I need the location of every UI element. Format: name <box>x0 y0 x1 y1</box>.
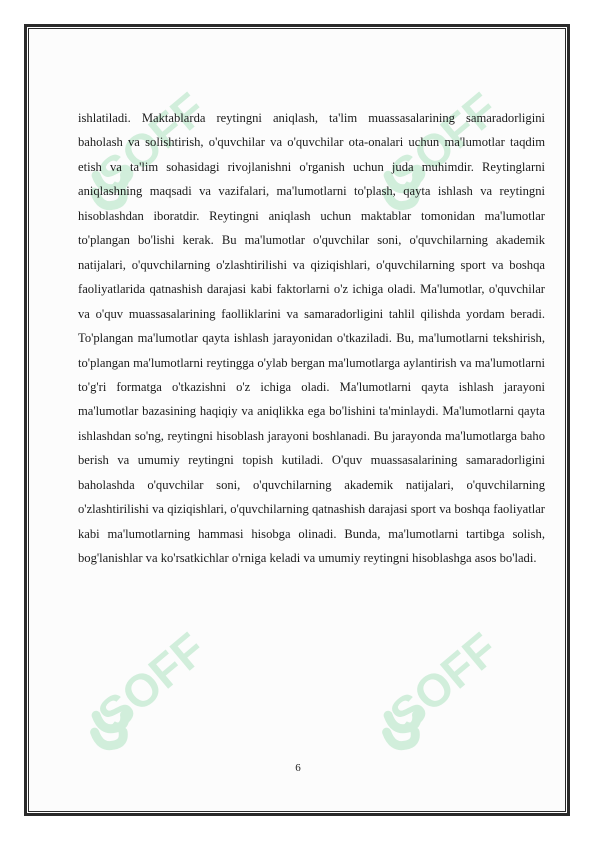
soff-watermark-icon <box>350 600 530 780</box>
svg-text:SOFF: SOFF <box>87 82 216 202</box>
svg-text:SOFF: SOFF <box>379 82 508 202</box>
body-paragraph: ishlatiladi. Maktablarda reytingni aniqlash, ta'lim muassasalarining samaradorligini baholash va solishtirish, o'quvchilar va o'quvchilar ota-onalari uchun ma'lumotlar taqdim etish va ta'lim sohasidagi rivojlanishni o'rganish uchun juda muhimdir. Reytinglarni aniqlashning maqsadi va vazifalari, ma'lumotlarni to'plash, qayta ishlash va reytingni hisoblashdan iboratdir. Reytingni aniqlash uchun maktablar tomonidan ma'lumotlar to'plangan bo'lishi kerak. Bu ma'lumotlar o'quvchilar soni, o'quvchilarning akademik natijalari, o'quvchilarning o'zlashtirilishi va qiziqishlari, o'quvchilarning sport va boshqa faoliyatlarida qatnashish darajasi kabi faktorlarni o'z ichiga oladi. Ma'lumotlar, o'quvchilar va o'quv muassasalarining faolliklarini va samaradorligini tahlil qilishda yordam beradi. To'plangan ma'lumotlar qayta ishlash jarayonidan o'tkaziladi. Bu, ma'lumotlarni tekshirish, to'plangan ma'lumotlarni reytingga o'ylab bergan ma'lumotlarga aylantirish va ma'lumotlarni to'g'ri formatga o'tkazishni o'z ichiga oladi. Ma'lumotlarni qayta ishlash jarayoni ma'lumotlar bazasining haqiqiy va aniqlikka ega bo'lishini ta'minlaydi. Ma'lumotlarni qayta ishlashdan so'ng, reytingni hisoblash jarayoni boshlanadi. Bu jarayonda ma'lumotlarga baho berish va umumiy reytingni topish kutiladi. O'quv muassasalarining samaradorligini baholashda o'quvchilar soni, o'quvchilarning akademik natijalari, o'quvchilarning o'zlashtirilishi va qiziqishlari, o'quvchilarning qatnashish darajasi sport va boshqa faoliyatlar kabi ma'lumotlarning hammasi hisobga olinadi. Bunda, ma'lumotlarni tartibga solish, bog'lanishlar va ko'rsatkichlar o'rniga keladi va umumiy reytingni hisoblashga asos bo'ladi. <box>78 111 545 566</box>
svg-text:SOFF: SOFF <box>87 622 216 742</box>
soff-watermark-icon <box>58 600 238 780</box>
page-number: 6 <box>295 762 301 774</box>
svg-text:SOFF: SOFF <box>379 622 508 742</box>
